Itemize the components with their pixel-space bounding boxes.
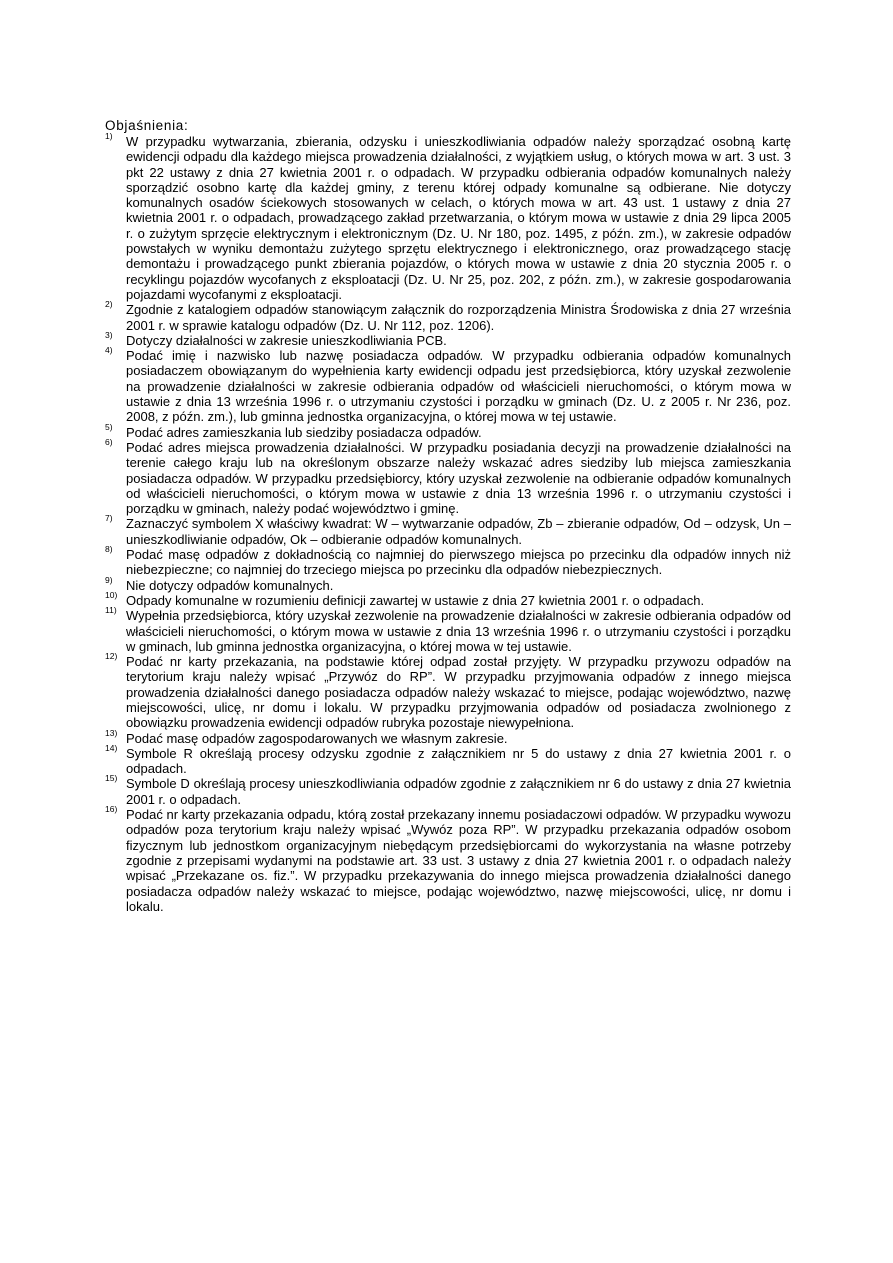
footnote-item — [105, 436, 791, 517]
footnote-item — [105, 804, 791, 914]
footnote-number: 10) — [105, 589, 118, 600]
footnote-item — [105, 651, 791, 731]
footnote-text: Podać nr karty przekazania, na podstawie której odpad został przyjęty. W przypadku przywozu odpadów na terytorium kraju należy wpisać „Przywóz do RP”. W przypadku przyjmowania odpadów z innego miejsca prowadzenia działalności danego posiadacza odpadów należy wskazać to miejsce, podając województwo, nazwę miejscowości, ulicę, nr domu i lokalu. W przypadku przyjmowania odpadów od posiadacza zwolnionego z obowiązku prowadzenia ewidencji odpadów rubryka pozostaje niewypełniona. — [126, 654, 791, 731]
footnote-number: 7) — [105, 513, 113, 524]
footnote-item — [105, 329, 791, 348]
footnote-number: 6) — [105, 436, 113, 447]
footnote-number: 15) — [105, 773, 118, 784]
footnote-text: Podać imię i nazwisko lub nazwę posiadacza odpadów. W przypadku odbierania odpadów komunalnych posiadaczem obowiązanym do wypełnienia karty ewidencji odpadu jest przedsiębiorca, który uzyskał zezwolenie na prowadzenie działalności w zakresie odbierania odpadów od właścicieli nieruchomości, o którym mowa w ustawie z dnia 13 września 1996 r. o utrzymaniu czystości i porządku w gminach (Dz. U. z 2005 r. Nr 236, poz. 2008, z późn. zm.), lub gminna jednostka organizacyjna, o której mowa w tej ustawie. — [126, 348, 791, 425]
footnote-number: 9) — [105, 574, 113, 585]
footnote-text: Zgodnie z katalogiem odpadów stanowiącym załącznik do rozporządzenia Ministra Środowiska z dnia 27 września 2001 r. w sprawie katalogu odpadów (Dz. U. Nr 112, poz. 1206). — [126, 302, 791, 333]
footnote-number: 4) — [105, 345, 113, 356]
footnote-text: Symbole R określają procesy odzysku zgodnie z załącznikiem nr 5 do ustawy z dnia 27 kwietnia 2001 r. o odpadach. — [126, 745, 791, 777]
footnote-number: 3) — [105, 329, 113, 340]
footnote-text: Podać nr karty przekazania odpadu, którą został przekazany innemu posiadaczowi odpadów. W przypadku wywozu odpadów poza terytorium kraju należy wpisać „Wywóz poza RP”. W przypadku przekazania odpadów osobom fizycznym lub jednostkom organizacyjnym niebędącym przedsiębiorcami do wykorzystania na własne potrzeby zgodnie z przepisami wydanymi na podstawie art. 33 ust. 3 ustawy z dnia 27 kwietnia 2001 r. o odpadach należy wpisać „Przekazane os. fiz.”. W przypadku przekazywania do innego miejsca prowadzenia działalności danego posiadacza odpadów należy wskazać to miejsce, podając województwo, nazwę miejscowości, ulicę, nr domu i lokalu. — [126, 807, 791, 914]
footnote-text: Podać masę odpadów z dokładnością co najmniej do pierwszego miejsca po przecinku dla odpadów innych niż niebezpieczne; co najmniej do trzeciego miejsca po przecinku dla odpadów niebezpiecznych. — [126, 547, 791, 578]
footnote-text: Podać adres zamieszkania lub siedziby posiadacza odpadów. — [126, 424, 482, 440]
footnote-number: 11) — [105, 605, 117, 616]
footnote-item — [105, 589, 791, 608]
footnote-item — [105, 773, 791, 807]
footnote-item — [105, 421, 791, 440]
footnote-item — [105, 131, 791, 302]
footnote-number: 13) — [105, 727, 118, 738]
footnote-text: Odpady komunalne w rozumieniu definicji zawartej w ustawie z dnia 27 kwietnia 2001 r. o odpadach. — [126, 592, 705, 608]
footnote-item — [105, 742, 791, 777]
footnote-text: Symbole D określają procesy unieszkodliwiania odpadów zgodnie z załącznikiem nr 6 do ustawy z dnia 27 kwietnia 2001 r. o odpadach. — [126, 776, 791, 807]
footnote-item — [105, 513, 791, 547]
footnote-text: Wypełnia przedsiębiorca, który uzyskał zezwolenie na prowadzenie działalności w zakresie odbierania odpadów od właścicieli nieruchomości, o którym mowa w ustawie z dnia 13 września 1996 r. o utrzymaniu czystości i porządku w gminach, lub gminna jednostka organizacyjna, o której mowa w tej ustawie. — [126, 608, 791, 654]
footnote-item — [105, 574, 791, 593]
footnote-number: 1) — [105, 131, 113, 141]
footnote-item — [105, 727, 791, 746]
footnote-number: 8) — [105, 544, 113, 555]
footnote-number: 14) — [105, 742, 118, 753]
footnote-item — [105, 299, 791, 333]
footnote-text: Podać adres miejsca prowadzenia działalności. W przypadku posiadania decyzji na prowadzenie działalności na terenie całego kraju lub na określonym obszarze należy wskazać adres siedziby lub miejsca zamieszkania posiadacza odpadów. W przypadku przedsiębiorcy, który uzyskał zezwolenie na odbieranie odpadów komunalnych od właścicieli nieruchomości, o którym mowa w ustawie z dnia 13 września 1996 r. o utrzymaniu czystości i porządku w gminach, należy podać województwo i gminę. — [126, 439, 791, 517]
footnote-text: W przypadku wytwarzania, zbierania, odzysku i unieszkodliwiania odpadów należy sporządzać osobną kartę ewidencji odpadu dla każdego miejsca prowadzenia działalności, z wyjątkiem usług, o których mowa w art. 3 ust. 3 pkt 22 ustawy z dnia 27 kwietnia 2001 r. o odpadach. W przypadku odbierania odpadów komunalnych należy sporządzić osobno kartę dla każdej gminy, z terenu której odpady komunalne są odbierane. Nie dotyczy komunalnych osadów ściekowych stosowanych w celach, o których mowa w art. 43 ust. 1 ustawy z dnia 27 kwietnia 2001 r. o odpadach, prowadzącego zakład przetwarzania, o którym mowa w ustawie z dnia 29 lipca 2005 r. o zużytym sprzęcie elektrycznym i elektronicznym (Dz. U. Nr 180, poz. 1495, z późn. zm.), w zakresie odpadów powstałych w wyniku demontażu zużytego sprzętu elektrycznego i elektronicznego, oraz prowadzącego stację demontażu i prowadzącego punkt zbierania pojazdów, o których mowa w ustawie z dnia 20 stycznia 2005 r. o recyklingu pojazdów wycofanych z eksploatacji (Dz. U. Nr 25, poz. 202, z późn. zm.), w zakresie gospodarowania pojazdami wycofanymi z eksploatacji. — [126, 134, 791, 302]
footnote-text: Dotyczy działalności w zakresie unieszkodliwiania PCB. — [126, 332, 447, 348]
footnote-number: 12) — [105, 651, 118, 662]
footnote-number: 16) — [105, 804, 118, 815]
section-heading: Objaśnienia: — [105, 118, 189, 133]
footnote-number: 5) — [105, 421, 113, 432]
footnote-text: Nie dotyczy odpadów komunalnych. — [126, 577, 334, 593]
document-page — [105, 118, 791, 914]
footnote-text: Podać masę odpadów zagospodarowanych we własnym zakresie. — [126, 730, 508, 746]
footnote-item — [105, 544, 791, 578]
footnote-number: 2) — [105, 299, 113, 310]
footnote-item — [105, 345, 791, 425]
footnotes-list — [105, 131, 791, 914]
footnote-item — [105, 605, 791, 654]
footnote-text: Zaznaczyć symbolem X właściwy kwadrat: W – wytwarzanie odpadów, Zb – zbieranie odpadów, Od – odzysk, Un – unieszkodliwianie odpadów, Ok – odbieranie odpadów komunalnych. — [126, 516, 791, 547]
